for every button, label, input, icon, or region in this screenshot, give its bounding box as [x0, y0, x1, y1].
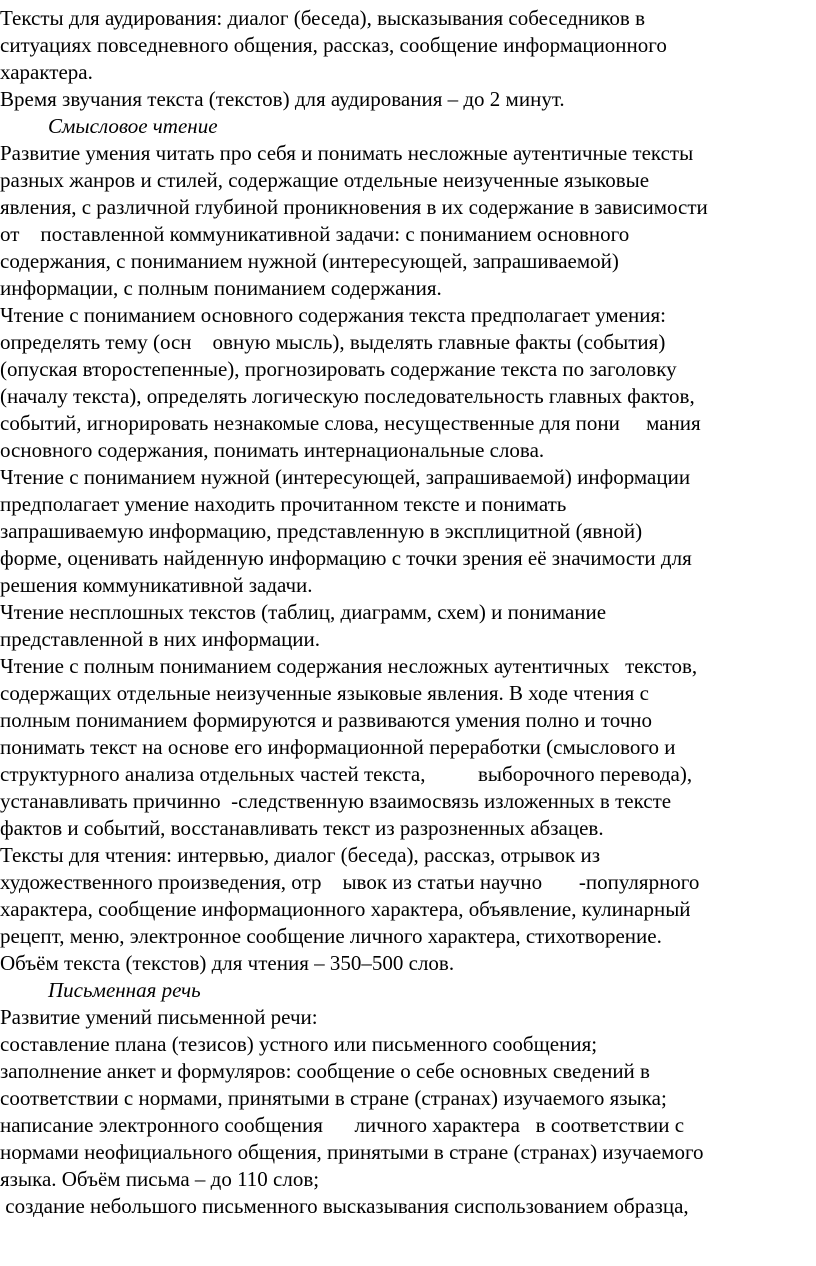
text-line: предполагает умение находить прочитанном тексте и понимать — [0, 492, 567, 516]
text-line: основного содержания, понимать интернациональные слова. — [0, 438, 545, 462]
text-line: событий, игнорировать незнакомые слова, несущественные для пони мания — [0, 411, 701, 435]
text-line: представленной в них информации. — [0, 627, 321, 651]
text-line: Чтение с пониманием нужной (интересующей, запрашиваемой) информации — [0, 465, 691, 489]
text-line: содержащих отдельные неизученные языковые явления. В ходе чтения с — [0, 681, 649, 705]
section-heading-reading: Смысловое чтение — [48, 114, 218, 138]
text-line: составление плана (тезисов) устного или письменного сообщения; — [0, 1032, 598, 1056]
text-line: художественного произведения, отр ывок из статьи научно -популярного — [0, 870, 700, 894]
text-line: Развитие умений письменной речи: — [0, 1005, 318, 1029]
text-line: Чтение с пониманием основного содержания текста предполагает умения: — [0, 303, 667, 327]
text-line: создание небольшого письменного высказывания сиспользованием образца, — [0, 1194, 689, 1218]
text-line: Чтение несплошных текстов (таблиц, диаграмм, схем) и понимание — [0, 600, 607, 624]
text-line: форме, оценивать найденную информацию с точки зрения её значимости для — [0, 546, 692, 570]
text-line: Развитие умения читать про себя и понимать несложные аутентичные тексты — [0, 141, 694, 165]
text-line: запрашиваемую информацию, представленную в эксплицитной (явной) — [0, 519, 643, 543]
text-line: характера. — [0, 60, 93, 84]
text-line: написание электронного сообщения личного характера в соответствии с — [0, 1113, 685, 1137]
text-line: Объём текста (текстов) для чтения – 350–500 слов. — [0, 951, 455, 975]
text-line: (началу текста), определять логическую последовательность главных фактов, — [0, 384, 695, 408]
text-line: характера, сообщение информационного характера, объявление, кулинарный — [0, 897, 691, 921]
text-line: полным пониманием формируются и развиваются умения полно и точно — [0, 708, 653, 732]
text-line: структурного анализа отдельных частей текста, выборочного перевода), — [0, 762, 693, 786]
text-line: Тексты для аудирования: диалог (беседа), высказывания собеседников в — [0, 6, 646, 30]
text-line: ситуациях повседневного общения, рассказ, сообщение информационного — [0, 33, 667, 57]
text-line: нормами неофициального общения, принятыми в стране (странах) изучаемого — [0, 1140, 704, 1164]
text-line: разных жанров и стилей, содержащие отдельные неизученные языковые — [0, 168, 650, 192]
text-line: фактов и событий, восстанавливать текст из разрозненных абзацев. — [0, 816, 604, 840]
text-line: понимать текст на основе его информационной переработки (смыслового и — [0, 735, 676, 759]
text-line: явления, с различной глубиной проникновения в их содержание в зависимости — [0, 195, 708, 219]
text-line: соответствии с нормами, принятыми в стране (странах) изучаемого языка; — [0, 1086, 667, 1110]
text-line: определять тему (осн овную мысль), выделять главные факты (события) — [0, 330, 666, 354]
text-line: устанавливать причинно -следственную взаимосвязь изложенных в тексте — [0, 789, 672, 813]
section-heading-writing: Письменная речь — [48, 978, 201, 1002]
text-line: содержания, с пониманием нужной (интересующей, запрашиваемой) — [0, 249, 619, 273]
text-line: (опуская второстепенные), прогнозировать содержание текста по заголовку — [0, 357, 677, 381]
text-line: рецепт, меню, электронное сообщение личного характера, стихотворение. — [0, 924, 662, 948]
text-line: Время звучания текста (текстов) для аудирования – до 2 минут. — [0, 87, 565, 111]
text-line: информации, с полным пониманием содержания. — [0, 276, 442, 300]
text-line: Чтение с полным пониманием содержания несложных аутентичных текстов, — [0, 654, 698, 678]
text-line: заполнение анкет и формуляров: сообщение о себе основных сведений в — [0, 1059, 650, 1083]
text-line: языка. Объём письма – до 110 слов; — [0, 1167, 320, 1191]
text-line: Тексты для чтения: интервью, диалог (беседа), рассказ, отрывок из — [0, 843, 601, 867]
text-line: решения коммуникативной задачи. — [0, 573, 313, 597]
text-line: от поставленной коммуникативной задачи: с пониманием основного — [0, 222, 630, 246]
